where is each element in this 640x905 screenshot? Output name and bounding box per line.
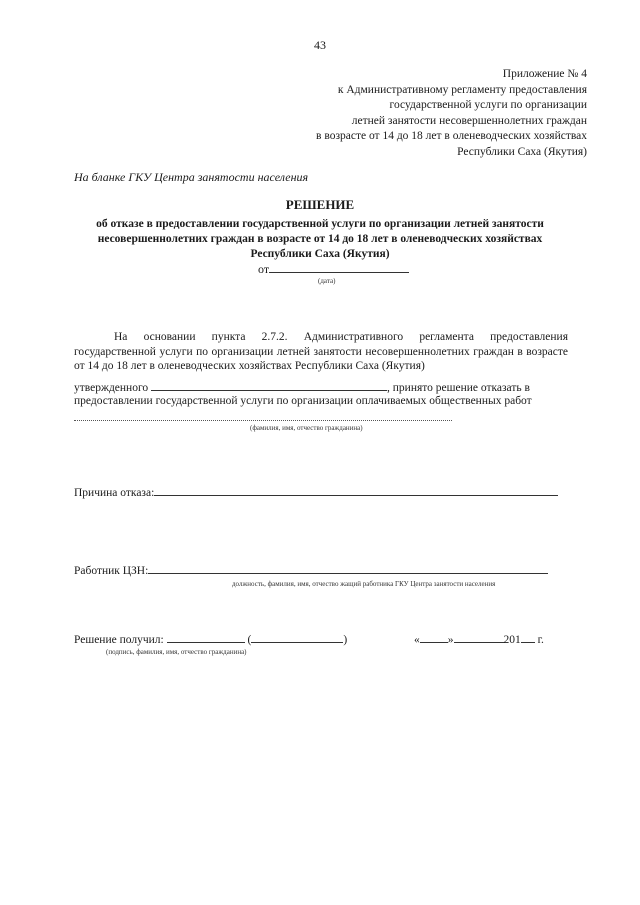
continuation-line: предоставлении государственной услуги по организации оплачиваемых общественных работ bbox=[74, 395, 532, 407]
full-name-field[interactable] bbox=[251, 632, 343, 643]
appendix-line: летней занятости несовершеннолетних граждан bbox=[351, 114, 587, 127]
month-field[interactable] bbox=[454, 632, 504, 643]
date-field[interactable] bbox=[269, 261, 409, 273]
quote-open: « bbox=[414, 634, 420, 646]
year-field[interactable] bbox=[521, 632, 535, 643]
appendix-line: Приложение № 4 bbox=[502, 68, 587, 80]
day-field[interactable] bbox=[420, 632, 448, 643]
letterhead-note: На бланке ГКУ Центра занятости населения bbox=[74, 170, 309, 184]
worker-label: Работник ЦЗН: bbox=[74, 565, 149, 577]
appendix-line: Республики Саха (Якутия) bbox=[457, 145, 587, 158]
quote-close: » bbox=[447, 634, 454, 646]
approved-label: утвержденного bbox=[74, 382, 149, 394]
received-caption: (подпись, фамилия, имя, отчество гражданина) bbox=[106, 648, 247, 656]
appendix-line: в возрасте от 14 до 18 лет в оленеводческих хозяйствах bbox=[316, 130, 587, 142]
appendix-header bbox=[316, 67, 587, 160]
date-prefix: от bbox=[258, 262, 270, 276]
year-suffix: г. bbox=[537, 634, 544, 646]
citizen-name-field[interactable] bbox=[74, 412, 452, 421]
date-caption: (дата) bbox=[318, 277, 336, 285]
subtitle-line: об отказе в предоставлении государственной услуги по организации летней занятости bbox=[96, 218, 544, 230]
page-number: 43 bbox=[314, 38, 326, 52]
worker-field[interactable] bbox=[148, 563, 548, 574]
document-subtitle bbox=[70, 217, 570, 262]
decision-text: , принято решение отказать в bbox=[387, 382, 530, 394]
received-row bbox=[74, 632, 347, 646]
date-field-row bbox=[258, 261, 409, 277]
open-paren: ( bbox=[247, 634, 252, 646]
approved-by-field[interactable] bbox=[151, 380, 387, 391]
appendix-line: к Административному регламенту предоставления bbox=[337, 83, 587, 96]
worker-caption: должность, фамилия, имя, отчество жащий работника ГКУ Центра занятости населения bbox=[232, 580, 496, 588]
appendix-line: государственной услуги по организации bbox=[389, 99, 587, 111]
reason-label: Причина отказа: bbox=[74, 487, 155, 499]
reason-field[interactable] bbox=[154, 485, 558, 496]
reason-row bbox=[74, 485, 558, 499]
basis-paragraph: На основании пункта 2.7.2. Административного регламента предоставления государственной услуги по организации летней занятости несовершеннолетних граждан в возрасте от 14 до 18 лет в оленеводческих хозяйствах Республики Саха (Якутия) bbox=[74, 331, 568, 372]
signature-field[interactable] bbox=[167, 632, 245, 643]
subtitle-line: несовершеннолетних граждан в возрасте от 14 до 18 лет в оленеводческих хозяйствах bbox=[97, 233, 543, 245]
year-prefix: 201 bbox=[503, 634, 521, 646]
approved-row bbox=[74, 380, 530, 394]
received-label: Решение получил: bbox=[74, 634, 164, 646]
received-date-row bbox=[414, 632, 544, 646]
worker-row bbox=[74, 563, 548, 577]
citizen-name-caption: (фамилия, имя, отчество гражданина) bbox=[250, 424, 363, 432]
document-title: РЕШЕНИЕ bbox=[285, 197, 355, 212]
close-paren: ) bbox=[343, 634, 348, 646]
subtitle-line: Республики Саха (Якутия) bbox=[250, 248, 390, 260]
